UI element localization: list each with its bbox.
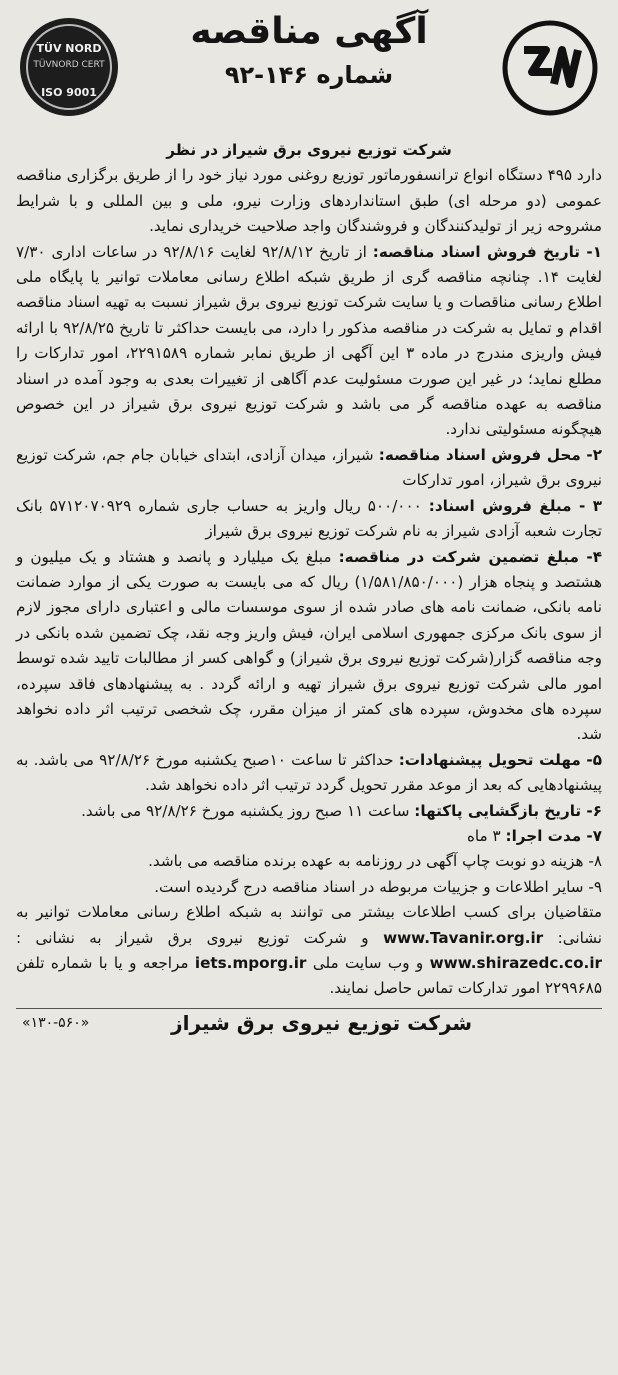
section-text: ۳ ماه — [466, 826, 501, 845]
section-text: مبلغ یک میلیارد و پانصد و هشتاد و یک میلیون و هشتصد و پنجاه هزار (۱/۵۸۱/۸۵۰/۰۰۰) ریال که می بایست به صورت یکی از موارد ضمانت نامه بانکی، ضمانت نامه های صادر شده از سوی موسسات مالی و اعتباری دارای مجوز لازم از سوی بانک مرکزی جمهوری اسلامی ایران، فیش واریز وجه نقد، چک تضمین شده بانکی در وجه مناقصه گزار(شرکت توزیع نیروی برق شیراز) و گواهی کسر از مطالبات تایید شده توسط امور مالی شرکت توزیع نیروی برق شیراز تهیه و ارائه گردد . به پیشنهادهای فاقد سپرده، سپرده های مخدوش، سپرده های کمتر از میزان مقرر، چک شخصی ترتیب اثر داده نخواهد شد. — [16, 547, 603, 744]
section-text: از تاریخ ۹۲/۸/۱۲ لغایت ۹۲/۸/۱۶ در ساعات اداری ۷/۳۰ لغایت ۱۴. چنانچه مناقصه گری از طریق شبکه اطلاع رسانی معاملات توانیر یا پایگاه ملی اطلاع رسانی مناقصات و یا سایت شرکت توزیع نیروی برق شیراز نسبت به تهیه اسناد مناقصه اقدام و تمایل به شرکت در مناقصه مذکور را دارد، می بایست حداکثر تا تاریخ ۹۲/۸/۲۵ با ارائه فیش واریزی مندرج در ماده ۳ این آگهی از طریق نمابر شماره ۲۲۹۱۵۸۹، امور تدارکات را مطلع نماید؛ در غیر این صورت مسئولیت عدم آگاهی از تغییرات بعدی به وجود آمده در اسناد مناقصه به عهده مناقصه گر می باشد و شرکت توزیع نیروی برق شیراز در این خصوص هیچگونه مسئولیتی ندارد. — [16, 242, 603, 439]
section-heading: ۳ - مبلغ فروش اسناد: — [428, 496, 602, 515]
logo-brand-text: TÜV NORD — [36, 42, 102, 55]
notice-body — [16, 138, 602, 1002]
section-3 — [16, 494, 602, 545]
section-4 — [16, 545, 602, 748]
notice-title: آگهی مناقصه — [190, 11, 428, 52]
section-text: حداکثر تا ساعت ۱۰صبح یکشنبه مورخ ۹۲/۸/۲۶ می باشد. به پیشنهادهایی که بعد از موعد مقرر تحویل گردد ترتیب اثر داده نخواهد شد. — [16, 750, 602, 795]
notice-footer — [16, 1008, 602, 1039]
tavanir-url-link[interactable]: www.Tavanir.org.ir — [383, 928, 544, 947]
closing-paragraph — [16, 900, 602, 1002]
closing-text-3: و وب سایت ملی — [312, 954, 424, 972]
closing-text-4: مراجعه و یا با شماره تلفن ۲۲۹۹۶۸۵ امور تدارکات تماس حاصل نمایند. — [16, 954, 602, 998]
section-heading: ۱- تاریخ فروش اسناد مناقصه: — [372, 242, 602, 261]
section-1 — [16, 240, 602, 443]
section-heading: ۷- مدت اجرا: — [505, 826, 602, 845]
section-heading: ۶- تاریخ بازگشایی پاکتها: — [414, 801, 602, 820]
iets-url-link[interactable]: iets.mporg.ir — [194, 954, 307, 972]
iso-certification-logo — [20, 18, 118, 116]
section-heading: ۵- مهلت تحویل پیشنهادات: — [398, 750, 603, 769]
shirazedc-url-link[interactable]: www.shirazedc.co.ir — [429, 954, 603, 972]
footer-company-name: شرکت توزیع نیروی برق شیراز — [171, 1010, 472, 1035]
note-9: ۹- سایر اطلاعات و جزییات مربوطه در اسناد مناقصه درج گردیده است. — [154, 877, 602, 896]
section-heading: ۲- محل فروش اسناد مناقصه: — [378, 445, 603, 464]
section-text: شیراز، میدان آزادی، ابتدای خیابان جام جم، شرکت توزیع نیروی برق شیراز، امور تدارکات — [16, 445, 602, 490]
closing-text-2: و شرکت توزیع نیروی برق شیراز به نشانی : — [16, 928, 369, 947]
section-2 — [16, 443, 602, 494]
power-company-logo-icon — [502, 20, 598, 116]
notice-header — [16, 10, 602, 138]
closing-text-1: متقاضیان برای کسب اطلاعات بیشتر می توانند به شبکه اطلاع رسانی معاملات توانیر به نشانی: — [16, 903, 603, 947]
section-5 — [16, 748, 602, 799]
logo-iso-text: ISO 9001 — [41, 86, 97, 99]
logo-sub-text: TÜVNORD CERT — [33, 60, 105, 70]
section-7 — [16, 824, 602, 849]
intro-paragraph: دارد ۴۹۵ دستگاه انواع ترانسفورماتور توزیع روغنی مورد نیاز خود را از طریق برگزاری مناقصه عمومی (دو مرحله ای) طبق استانداردهای وزارت نیرو، ملی و بین المللی و با شرایط مشروحه زیر از تولیدکنندگان و فروشندگان واجد صلاحیت خریداری نماید. — [16, 166, 602, 236]
section-text: ۵۰۰/۰۰۰ ریال واریز به حساب جاری شماره ۵۷۱۲۰۷۰۹۲۹ بانک تجارت شعبه آزادی شیراز به نام شرکت توزیع نیروی برق شیراز — [16, 496, 602, 541]
footer-code: «۱۳۰-۵۶۰» — [22, 1014, 90, 1031]
section-heading: ۴- مبلغ تضمین شرکت در مناقصه: — [338, 547, 602, 566]
section-6 — [16, 799, 602, 824]
notice-number: شماره ۱۴۶-۹۲ — [224, 61, 394, 89]
note-8: ۸- هزینه دو نوبت چاپ آگهی در روزنامه به عهده برنده مناقصه می باشد. — [148, 852, 602, 871]
intro-first-line: شرکت توزیع نیروی برق شیراز در نظر — [166, 141, 452, 159]
section-text: ساعت ۱۱ صبح روز یکشنبه مورخ ۹۲/۸/۲۶ می باشد. — [81, 801, 410, 820]
